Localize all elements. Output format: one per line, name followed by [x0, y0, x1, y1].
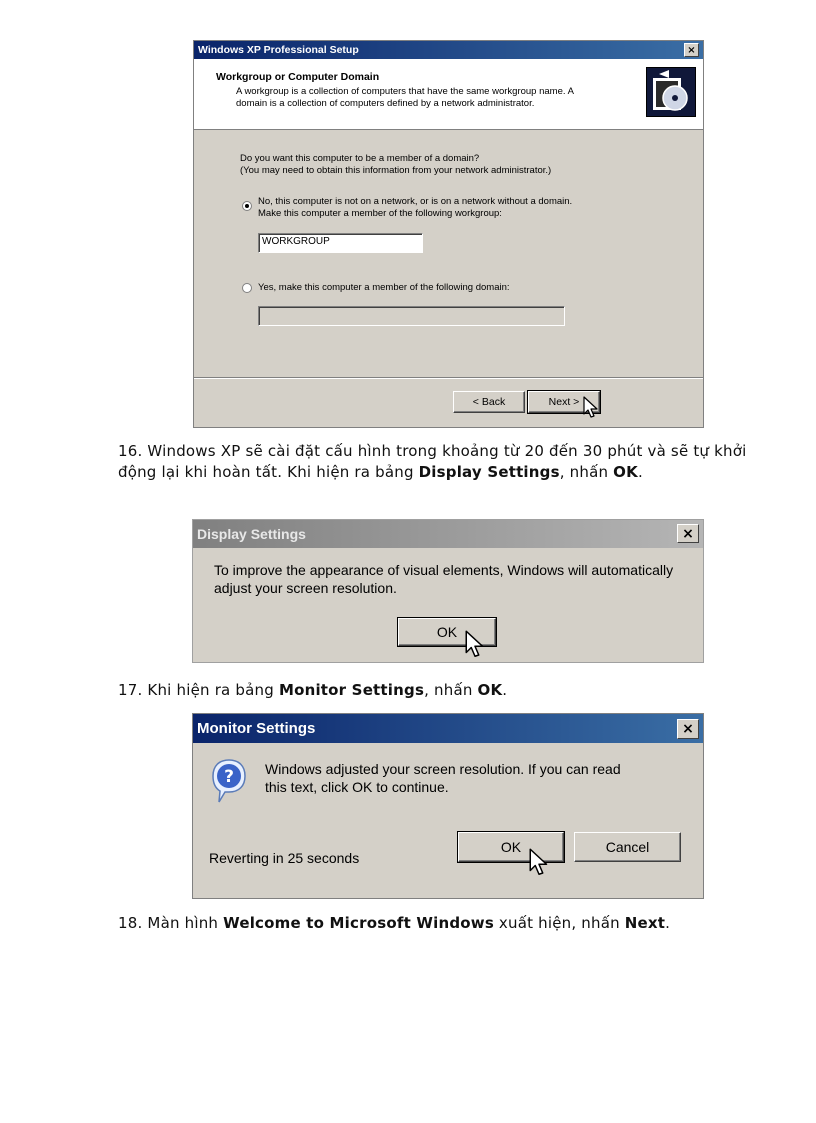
display-settings-dialog	[192, 519, 704, 663]
step-16-text-b: , nhấn	[559, 463, 614, 481]
domain-question-1: Do you want this computer to be a member of a domain?	[240, 153, 480, 164]
step-18-paragraph	[118, 913, 778, 934]
option-no-label-2: Make this computer a member of the following workgroup:	[258, 208, 502, 219]
svg-text:?: ?	[224, 767, 234, 787]
domain-input[interactable]	[258, 306, 565, 326]
step-17-number: 17.	[118, 681, 143, 699]
monitor-message-1: Windows adjusted your screen resolution. If you can read	[265, 761, 621, 777]
monitor-message-2: this text, click OK to continue.	[265, 779, 449, 795]
setup-description-1: A workgroup is a collection of computers that have the same workgroup name. A	[236, 86, 574, 97]
step-18-number: 18.	[118, 914, 143, 932]
step-17-bold-a: Monitor Settings	[278, 681, 425, 699]
close-icon[interactable]: ×	[677, 719, 699, 739]
mouse-cursor-icon	[583, 396, 599, 420]
setup-description-2: domain is a collection of computers defined by a network administrator.	[236, 98, 535, 109]
monitor-ok-button[interactable]: OK	[458, 832, 564, 862]
monitor-title: Monitor Settings	[197, 720, 316, 737]
mouse-cursor-icon	[465, 630, 485, 660]
step-17-paragraph	[118, 680, 778, 701]
step-18-text-b: xuất hiện, nhấn	[493, 914, 625, 932]
step-16-text-c: .	[637, 463, 643, 481]
close-icon[interactable]: ×	[677, 524, 699, 543]
setup-heading: Workgroup or Computer Domain	[216, 71, 380, 83]
step-18-text-a: Màn hình	[142, 914, 224, 932]
step-17-text-a: Khi hiện ra bảng	[142, 681, 279, 699]
option-yes-label: Yes, make this computer a member of the following domain:	[258, 282, 510, 293]
setup-title: Windows XP Professional Setup	[198, 44, 359, 56]
step-16-bold-a: Display Settings	[418, 463, 560, 481]
monitor-cancel-button[interactable]: Cancel	[574, 832, 681, 862]
countdown-text: Reverting in 25 seconds	[209, 850, 360, 866]
monitor-title-bar	[193, 714, 703, 743]
setup-divider	[194, 377, 703, 379]
setup-cd-icon	[646, 67, 696, 117]
display-title: Display Settings	[197, 526, 306, 542]
next-button[interactable]: Next >	[528, 391, 600, 413]
radio-workgroup[interactable]	[242, 201, 252, 211]
step-18-text-c: .	[665, 914, 671, 932]
display-message-2: adjust your screen resolution.	[214, 580, 397, 596]
display-message-1: To improve the appearance of visual elements, Windows will automatically	[214, 562, 674, 578]
step-16-bold-b: OK	[613, 463, 638, 481]
question-icon	[211, 758, 247, 804]
step-16-paragraph	[118, 441, 778, 483]
step-17-text-b: , nhấn	[424, 681, 478, 699]
setup-title-bar	[194, 41, 703, 59]
setup-dialog	[193, 40, 704, 428]
step-17-bold-b: OK	[477, 681, 503, 699]
mouse-cursor-icon	[529, 848, 549, 878]
back-button[interactable]: < Back	[453, 391, 525, 413]
monitor-settings-dialog	[192, 713, 704, 899]
domain-question-2: (You may need to obtain this information from your network administrator.)	[240, 165, 552, 176]
workgroup-input[interactable]: WORKGROUP	[258, 233, 423, 253]
option-no-label-1: No, this computer is not on a network, or is on a network without a domain.	[258, 196, 573, 207]
step-18-bold-b: Next	[624, 914, 666, 932]
display-title-bar	[193, 520, 703, 548]
step-18-bold-a: Welcome to Microsoft Windows	[223, 914, 494, 932]
display-ok-button[interactable]: OK	[398, 618, 496, 646]
radio-domain[interactable]	[242, 283, 252, 293]
step-17-text-c: .	[502, 681, 508, 699]
close-icon[interactable]: ×	[684, 43, 699, 57]
setup-header	[194, 59, 703, 130]
step-16-text-a: Windows XP sẽ cài đặt cấu hình trong khoảng từ 20 đến 30 phút và sẽ tự khởi động lại khi hoàn tất. Khi hiện ra bảng	[118, 442, 747, 481]
step-16-number: 16.	[118, 442, 143, 460]
